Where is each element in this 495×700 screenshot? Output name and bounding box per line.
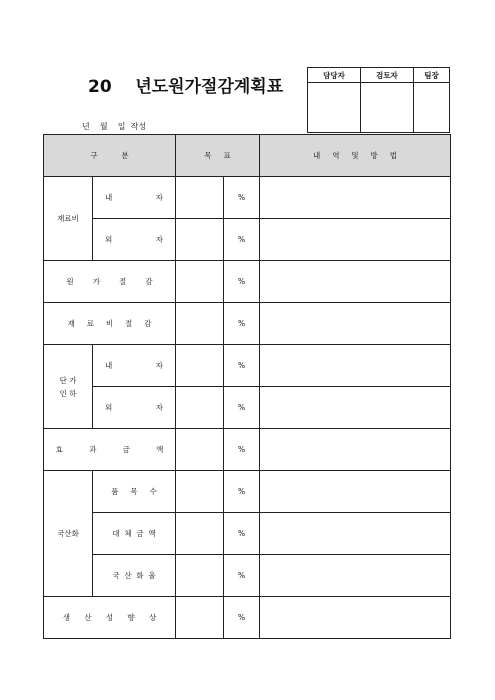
percent-label: % bbox=[224, 429, 260, 471]
target-input[interactable] bbox=[176, 471, 224, 513]
table-row bbox=[44, 345, 451, 387]
group-localization: 국산화 bbox=[44, 471, 93, 597]
table-row bbox=[44, 303, 451, 345]
row-label-local-rate: 국 산 화 율 bbox=[93, 555, 176, 597]
percent-label: % bbox=[224, 513, 260, 555]
table-row bbox=[44, 471, 451, 513]
target-input[interactable] bbox=[176, 513, 224, 555]
details-input[interactable] bbox=[260, 261, 451, 303]
percent-label: % bbox=[224, 303, 260, 345]
row-label-foreign: 외 자 bbox=[93, 387, 176, 429]
approval-sign-team-lead[interactable] bbox=[413, 83, 449, 133]
table-row bbox=[44, 387, 451, 429]
details-input[interactable] bbox=[260, 513, 451, 555]
details-input[interactable] bbox=[260, 303, 451, 345]
table-row bbox=[44, 555, 451, 597]
group-unit-price: 단 가 인 하 bbox=[44, 345, 93, 429]
percent-label: % bbox=[224, 555, 260, 597]
row-label-item-count: 품 목 수 bbox=[93, 471, 176, 513]
target-input[interactable] bbox=[176, 219, 224, 261]
details-input[interactable] bbox=[260, 597, 451, 639]
target-input[interactable] bbox=[176, 303, 224, 345]
cost-reduction-table bbox=[43, 134, 451, 632]
header-target: 목 표 bbox=[176, 135, 260, 177]
approval-header-reviewer: 검토자 bbox=[360, 68, 413, 83]
row-label-effect-amount: 효 과 금 액 bbox=[44, 429, 176, 471]
row-label-cost-reduction: 원 가 절 감 bbox=[44, 261, 176, 303]
row-label-productivity: 생 산 성 향 상 bbox=[44, 597, 176, 639]
percent-label: % bbox=[224, 471, 260, 513]
percent-label: % bbox=[224, 261, 260, 303]
table-row bbox=[44, 513, 451, 555]
target-input[interactable] bbox=[176, 597, 224, 639]
table-row bbox=[44, 219, 451, 261]
percent-label: % bbox=[224, 387, 260, 429]
percent-label: % bbox=[224, 219, 260, 261]
row-label-domestic: 내 자 bbox=[93, 177, 176, 219]
target-input[interactable] bbox=[176, 261, 224, 303]
details-input[interactable] bbox=[260, 387, 451, 429]
approval-sign-manager[interactable] bbox=[308, 83, 361, 133]
target-input[interactable] bbox=[176, 429, 224, 471]
approval-sign-reviewer[interactable] bbox=[360, 83, 413, 133]
target-input[interactable] bbox=[176, 555, 224, 597]
approval-header-team-lead: 팀장 bbox=[413, 68, 449, 83]
table-row bbox=[44, 429, 451, 471]
details-input[interactable] bbox=[260, 219, 451, 261]
header-category: 구 분 bbox=[44, 135, 176, 177]
table-row bbox=[44, 177, 451, 219]
group-material: 재료비 bbox=[44, 177, 93, 261]
details-input[interactable] bbox=[260, 555, 451, 597]
row-label-foreign: 외 자 bbox=[93, 219, 176, 261]
details-input[interactable] bbox=[260, 177, 451, 219]
table-row bbox=[44, 261, 451, 303]
row-label-replace-amount: 대 체 금 액 bbox=[93, 513, 176, 555]
target-input[interactable] bbox=[176, 387, 224, 429]
table-header-row bbox=[44, 135, 451, 177]
approval-box bbox=[307, 67, 450, 133]
target-input[interactable] bbox=[176, 177, 224, 219]
approval-header-manager: 담당자 bbox=[308, 68, 361, 83]
details-input[interactable] bbox=[260, 345, 451, 387]
percent-label: % bbox=[224, 597, 260, 639]
details-input[interactable] bbox=[260, 471, 451, 513]
details-input[interactable] bbox=[260, 429, 451, 471]
row-label-material-reduction: 재 료 비 절 감 bbox=[44, 303, 176, 345]
approval-table bbox=[307, 67, 450, 133]
page-title: 20 년도원가절감계획표 bbox=[88, 77, 284, 97]
row-label-domestic: 내 자 bbox=[93, 345, 176, 387]
date-line: 년 월 일 작성 bbox=[82, 122, 147, 131]
header-details: 내 역 및 방 법 bbox=[260, 135, 451, 177]
percent-label: % bbox=[224, 177, 260, 219]
table-row bbox=[44, 597, 451, 639]
target-input[interactable] bbox=[176, 345, 224, 387]
percent-label: % bbox=[224, 345, 260, 387]
